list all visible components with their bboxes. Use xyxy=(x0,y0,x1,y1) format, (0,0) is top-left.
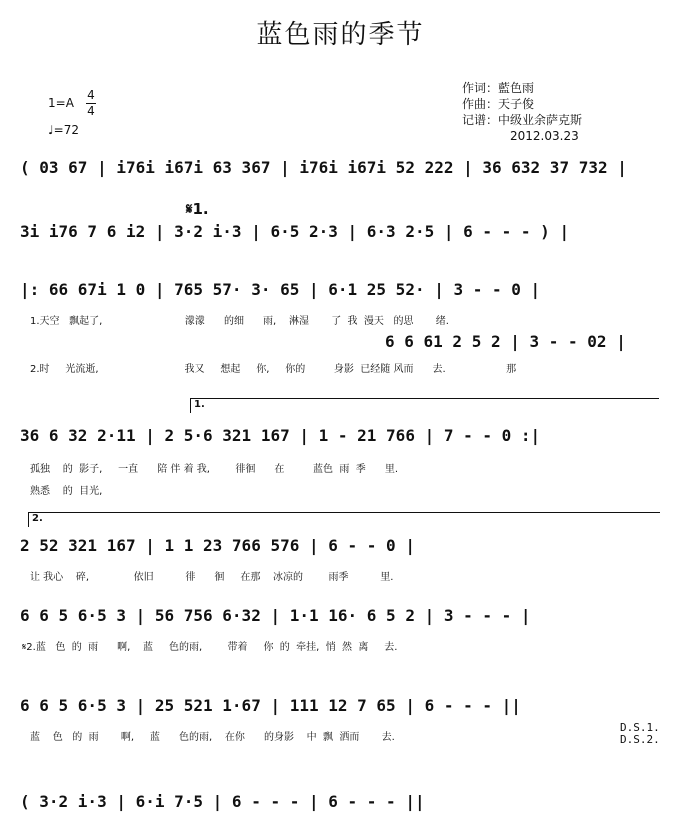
time-bottom: 4 xyxy=(87,104,95,118)
segno-1: 𝄋1. xyxy=(186,200,209,218)
volta-1: 1. xyxy=(190,398,659,413)
date: 2012.03.23 xyxy=(510,129,579,143)
lyric-verse1-a: 1.天空 飘起了, 濛濛 的细 雨, 淋湿 了 我 漫天 的思 绪. xyxy=(30,316,449,327)
key-signature: 1=A xyxy=(48,96,74,110)
credits-block xyxy=(462,80,582,144)
time-top: 4 xyxy=(87,88,95,102)
volta-2: 2. xyxy=(28,512,660,527)
score-row-5: 2 52 321 167 | 1 1 23 766 576 | 6 - - 0 | xyxy=(20,536,415,555)
lyric-chorus-a: 𝄋2.蓝 色 的 雨 啊, 蓝 色的雨, 带着 你 的 牵挂, 悄 然 离 去. xyxy=(22,642,398,653)
score-row-2: 3i i76 7 6 i2 | 3·2 i·3 | 6·5 2·3 | 6·3 2·5 | 6 - - - ) | xyxy=(20,222,570,241)
lyricist: 作词：藍色雨 xyxy=(462,81,535,95)
tempo-marking: ♩=72 xyxy=(48,123,79,137)
score-row-4: 36 6 32 2·11 | 2 5·6 321 167 | 1 - 21 766 | 7 - - 0 :| xyxy=(20,426,541,445)
time-signature xyxy=(86,88,96,119)
score-row-1: ( 03 67 | i76i i67i 63 367 | i76i i67i 52 222 | 36 632 37 732 | xyxy=(20,158,627,177)
ds-1: D.S.1. xyxy=(620,721,660,734)
ds-2: D.S.2. xyxy=(620,733,660,746)
ds-marks xyxy=(620,722,660,746)
score-row-3: |: 66 67i 1 0 | 765 57· 3· 65 | 6·1 25 52· | 3 - - 0 | xyxy=(20,280,541,299)
lyric-verse2-a: 2.时 光流逝, 我又 想起 你, 你的 身影 已经随 风而 去. 那 xyxy=(30,364,517,375)
lyric-verse2-b: 熟悉 的 目光, xyxy=(30,486,103,497)
transcriber: 记谱：中级业余萨克斯 xyxy=(462,113,583,127)
lyric-ending2: 让 我心 碎, 依旧 徘 徊 在那 冰凉的 雨季 里. xyxy=(30,572,394,583)
score-row-6: 6 6 5 6·5 3 | 56 756 6·32 | 1·1 16· 6 5 2 | 3 - - - | xyxy=(20,606,531,625)
score-row-3b: 6 6 61 2 5 2 | 3 - - 02 | xyxy=(385,332,626,351)
score-row-8: ( 3·2 i·3 | 6·i 7·5 | 6 - - - | 6 - - - || xyxy=(20,792,425,811)
lyric-chorus-b: 蓝 色 的 雨 啊, 蓝 色的雨, 在你 的身影 中 飘 洒而 去. xyxy=(30,732,395,743)
score-row-7: 6 6 5 6·5 3 | 25 521 1·67 | 111 12 7 65 | 6 - - - || xyxy=(20,696,521,715)
composer: 作曲：天子俊 xyxy=(462,97,535,111)
lyric-verse1-b: 孤独 的 影子, 一直 陪 伴 着 我, 徘徊 在 蓝色 雨 季 里. xyxy=(30,464,399,475)
page-title: 蓝色雨的季节 xyxy=(256,20,425,50)
